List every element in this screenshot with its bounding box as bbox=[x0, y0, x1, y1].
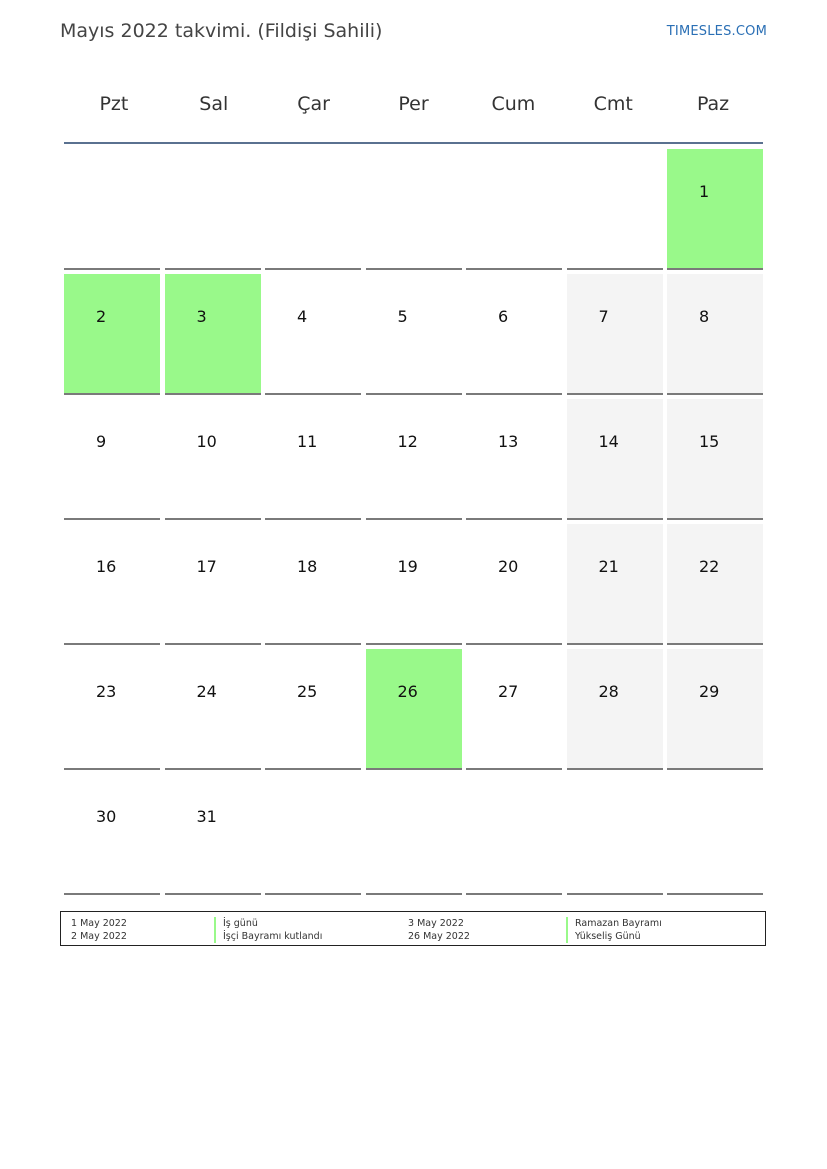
day-cell-18 bbox=[265, 524, 361, 645]
day-number: 16 bbox=[96, 557, 117, 576]
day-number: 15 bbox=[699, 432, 720, 451]
day-number: 19 bbox=[397, 557, 418, 576]
weekday-header bbox=[64, 80, 763, 140]
day-number: 11 bbox=[297, 432, 318, 451]
day-number: 9 bbox=[96, 432, 107, 451]
day-cell-22 bbox=[667, 524, 763, 645]
day-cell-20 bbox=[466, 524, 562, 645]
day-cell-empty bbox=[64, 149, 160, 270]
day-number: 1 bbox=[699, 182, 710, 201]
day-number: 12 bbox=[397, 432, 418, 451]
site-link[interactable]: TIMESLES.COM bbox=[666, 24, 767, 39]
day-cell-10 bbox=[165, 399, 261, 520]
day-cell-4 bbox=[265, 274, 361, 395]
legend-date: 2 May 2022 bbox=[71, 931, 127, 942]
day-cell-31 bbox=[165, 774, 261, 895]
day-number: 29 bbox=[699, 682, 720, 701]
day-cell-17 bbox=[165, 524, 261, 645]
day-cell-25 bbox=[265, 649, 361, 770]
day-cell-28 bbox=[567, 649, 663, 770]
day-cell-19 bbox=[366, 524, 462, 645]
day-cell-empty bbox=[265, 149, 361, 270]
weekday-sat: Cmt bbox=[593, 93, 633, 115]
day-number: 5 bbox=[397, 307, 408, 326]
day-cell-2 bbox=[64, 274, 160, 395]
weekday-thu: Per bbox=[398, 93, 429, 115]
page-title: Mayıs 2022 takvimi. (Fildişi Sahili) bbox=[60, 20, 383, 42]
legend-date: 1 May 2022 bbox=[71, 918, 127, 929]
day-number: 13 bbox=[498, 432, 519, 451]
day-number: 4 bbox=[297, 307, 308, 326]
day-cell-empty bbox=[466, 149, 562, 270]
day-cell-empty bbox=[366, 149, 462, 270]
day-cell-15 bbox=[667, 399, 763, 520]
day-cell-5 bbox=[366, 274, 462, 395]
day-cell-24 bbox=[165, 649, 261, 770]
legend-holiday-name: Ramazan Bayramı bbox=[566, 917, 662, 930]
day-cell-16 bbox=[64, 524, 160, 645]
legend-holiday-name: İş günü bbox=[214, 917, 258, 930]
day-cell-11 bbox=[265, 399, 361, 520]
day-number: 3 bbox=[196, 307, 207, 326]
day-cell-empty bbox=[567, 774, 663, 895]
day-cell-21 bbox=[567, 524, 663, 645]
legend-date: 3 May 2022 bbox=[408, 918, 464, 929]
day-number: 26 bbox=[397, 682, 418, 701]
weekday-fri: Cum bbox=[491, 93, 536, 115]
day-cell-1 bbox=[667, 149, 763, 270]
day-number: 25 bbox=[297, 682, 318, 701]
day-cell-29 bbox=[667, 649, 763, 770]
day-cell-26 bbox=[366, 649, 462, 770]
day-cell-empty bbox=[466, 774, 562, 895]
legend-holiday-name: İşçi Bayramı kutlandı bbox=[214, 930, 322, 943]
day-cell-9 bbox=[64, 399, 160, 520]
day-number: 2 bbox=[96, 307, 107, 326]
legend-date: 26 May 2022 bbox=[408, 931, 470, 942]
day-number: 8 bbox=[699, 307, 710, 326]
day-cell-14 bbox=[567, 399, 663, 520]
day-cell-23 bbox=[64, 649, 160, 770]
day-cell-13 bbox=[466, 399, 562, 520]
day-number: 31 bbox=[196, 807, 217, 826]
weekday-mon: Pzt bbox=[99, 93, 129, 115]
day-cell-12 bbox=[366, 399, 462, 520]
day-number: 7 bbox=[598, 307, 609, 326]
day-cell-empty bbox=[366, 774, 462, 895]
day-cell-27 bbox=[466, 649, 562, 770]
calendar-grid bbox=[64, 149, 763, 895]
holiday-legend bbox=[60, 911, 766, 946]
day-number: 28 bbox=[598, 682, 619, 701]
day-number: 30 bbox=[96, 807, 117, 826]
day-number: 17 bbox=[196, 557, 217, 576]
day-cell-3 bbox=[165, 274, 261, 395]
day-number: 20 bbox=[498, 557, 519, 576]
day-number: 24 bbox=[196, 682, 217, 701]
header-divider bbox=[64, 142, 763, 144]
day-number: 23 bbox=[96, 682, 117, 701]
day-cell-6 bbox=[466, 274, 562, 395]
day-cell-empty bbox=[667, 774, 763, 895]
weekday-tue: Sal bbox=[199, 93, 229, 115]
day-number: 27 bbox=[498, 682, 519, 701]
day-number: 6 bbox=[498, 307, 509, 326]
day-cell-8 bbox=[667, 274, 763, 395]
day-cell-empty bbox=[265, 774, 361, 895]
day-number: 21 bbox=[598, 557, 619, 576]
weekday-wed: Çar bbox=[297, 93, 330, 115]
day-number: 14 bbox=[598, 432, 619, 451]
day-number: 18 bbox=[297, 557, 318, 576]
day-cell-empty bbox=[567, 149, 663, 270]
legend-holiday-name: Yükseliş Günü bbox=[566, 930, 641, 943]
day-cell-7 bbox=[567, 274, 663, 395]
day-cell-empty bbox=[165, 149, 261, 270]
day-number: 10 bbox=[196, 432, 217, 451]
day-number: 22 bbox=[699, 557, 720, 576]
weekday-sun: Paz bbox=[696, 93, 730, 115]
day-cell-30 bbox=[64, 774, 160, 895]
